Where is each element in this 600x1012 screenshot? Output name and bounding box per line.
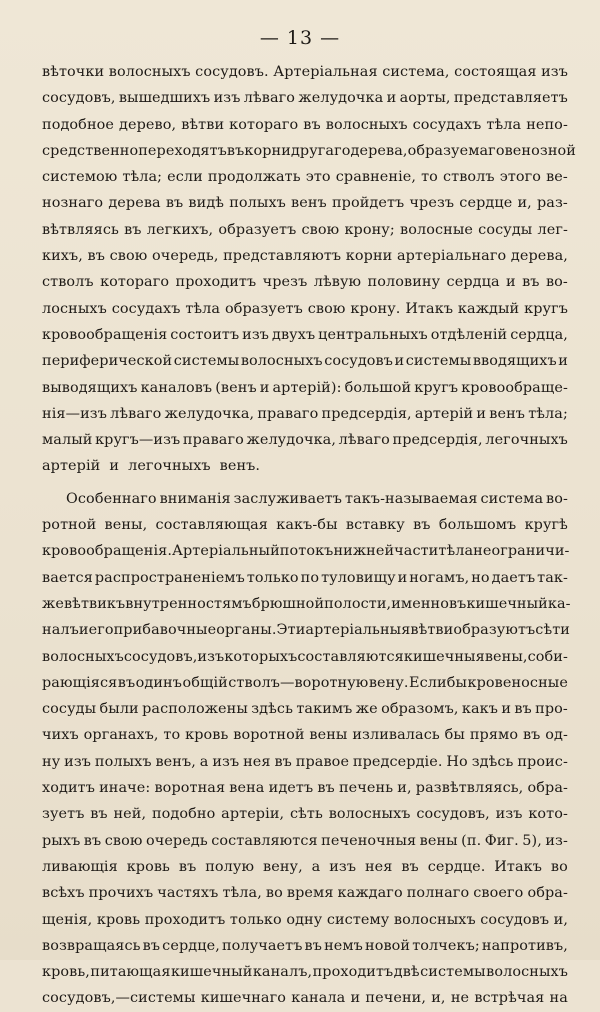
text-line: системою тѣла; если продолжать это сравненіе, то стволъ этого ве- [42,169,568,186]
body-text [42,59,576,1012]
text-line: возвращаясь въ сердце, получаетъ въ немъ новой толчекъ; напротивъ, [42,937,568,954]
text-line: рыхъ въ свою очередь составляются печеночныя вены (п. Фиг. 5), из- [42,832,568,849]
paragraph-2 [42,486,571,1012]
text-line: ну изъ полыхъ венъ, а изъ нея въ правое предсердіе. Но здѣсь проис- [42,753,568,770]
text-line: артерій и легочныхъ венъ. [42,458,261,475]
text-line: кихъ, въ свою очередь, представляютъ корни артеріальнаго дерева, [42,248,568,265]
text-line: кровообращенія. Артеріальный потокъ нижней части тѣла не ограничи- [42,543,570,560]
text-line: стволъ котораго проходитъ чрезъ лѣвую половину сердца и въ во- [42,274,568,291]
text-line: нознаго дерева въ видѣ полыхъ венъ пройдетъ чрезъ сердце и, раз- [42,195,568,212]
text-line: сосудовъ, вышедшихъ изъ лѣваго желудочка и аорты, представляетъ [42,90,568,107]
text-line: сосудовъ,—системы кишечнаго канала и печени, и, не встрѣчая на [42,990,568,1007]
text-line: ротной вены, составляющая какъ-бы вставку въ большомъ кругѣ [42,517,568,534]
text-line: подобное дерево, вѣтви котораго въ волосныхъ сосудахъ тѣла непо- [42,116,568,133]
text-line: волосныхъ сосудовъ, изъ которыхъ составляются кишечныя вены, соби- [42,648,568,665]
text-line: периферической системы волосныхъ сосудовъ и системы вводящихъ и [42,353,568,370]
text-line: лосныхъ сосудахъ тѣла образуетъ свою крону. Итакъ каждый кругъ [42,300,568,317]
text-line: Особеннаго вниманія заслуживаетъ такъ-называемая система во- [66,490,568,507]
text-line: налъ и его прибавочные органы. Эти артеріальныя вѣтви образуютъ сѣти [42,622,570,639]
text-line: же вѣтви къ внутренностямъ брюшной полости, именно въ кишечный ка- [42,595,571,612]
text-line: кровь, питающая кишечный каналъ, проходитъ двѣ системы волосныхъ [42,964,568,981]
text-line: ливающія кровь въ полую вену, а изъ нея въ сердце. Итакъ во [42,858,568,875]
text-line: чихъ органахъ, то кровь воротной вены изливалась бы прямо въ од- [42,727,568,744]
text-line: сосуды были расположены здѣсь такимъ же образомъ, какъ и въ про- [42,701,568,718]
text-line: средственно переходятъ въ корни другаго дерева, образуемаго венозной [42,142,576,159]
text-line: малый кругъ—изъ праваго желудочка, лѣваго предсердія, легочныхъ [42,432,568,449]
paragraph-1 [42,59,576,480]
text-line: кровообращенія состоитъ изъ двухъ центральныхъ отдѣленій сердца, [42,326,568,343]
page-number: — 13 — [259,27,341,49]
text-line: нія—изъ лѣваго желудочка, праваго предсердія, артерій и венъ тѣла; [42,405,568,422]
text-line: зуетъ въ ней, подобно артеріи, сѣть волосныхъ сосудовъ, изъ кото- [42,806,568,823]
text-line: вѣточки волосныхъ сосудовъ. Артеріальная система, состоящая изъ [42,64,568,80]
text-line: ходитъ иначе: воротная вена идетъ въ печень и, развѣтвляясь, обра- [42,780,568,797]
text-line: рающіяся въ одинъ общій стволъ—воротную вену. Еслибы кровеносные [42,674,568,691]
text-line: щенія, кровь проходитъ только одну систему волосныхъ сосудовъ и, [42,911,568,928]
text-line: вается распространеніемъ только по туловищу и ногамъ, но даетъ так- [42,569,568,586]
text-line: всѣхъ прочихъ частяхъ тѣла, во время каждаго полнаго своего обра- [42,885,568,902]
text-line: выводящихъ каналовъ (венъ и артерій): большой кругъ кровообраще- [42,379,568,396]
text-line: вѣтвляясь въ легкихъ, образуетъ свою крону; волосные сосуды лег- [42,221,568,238]
